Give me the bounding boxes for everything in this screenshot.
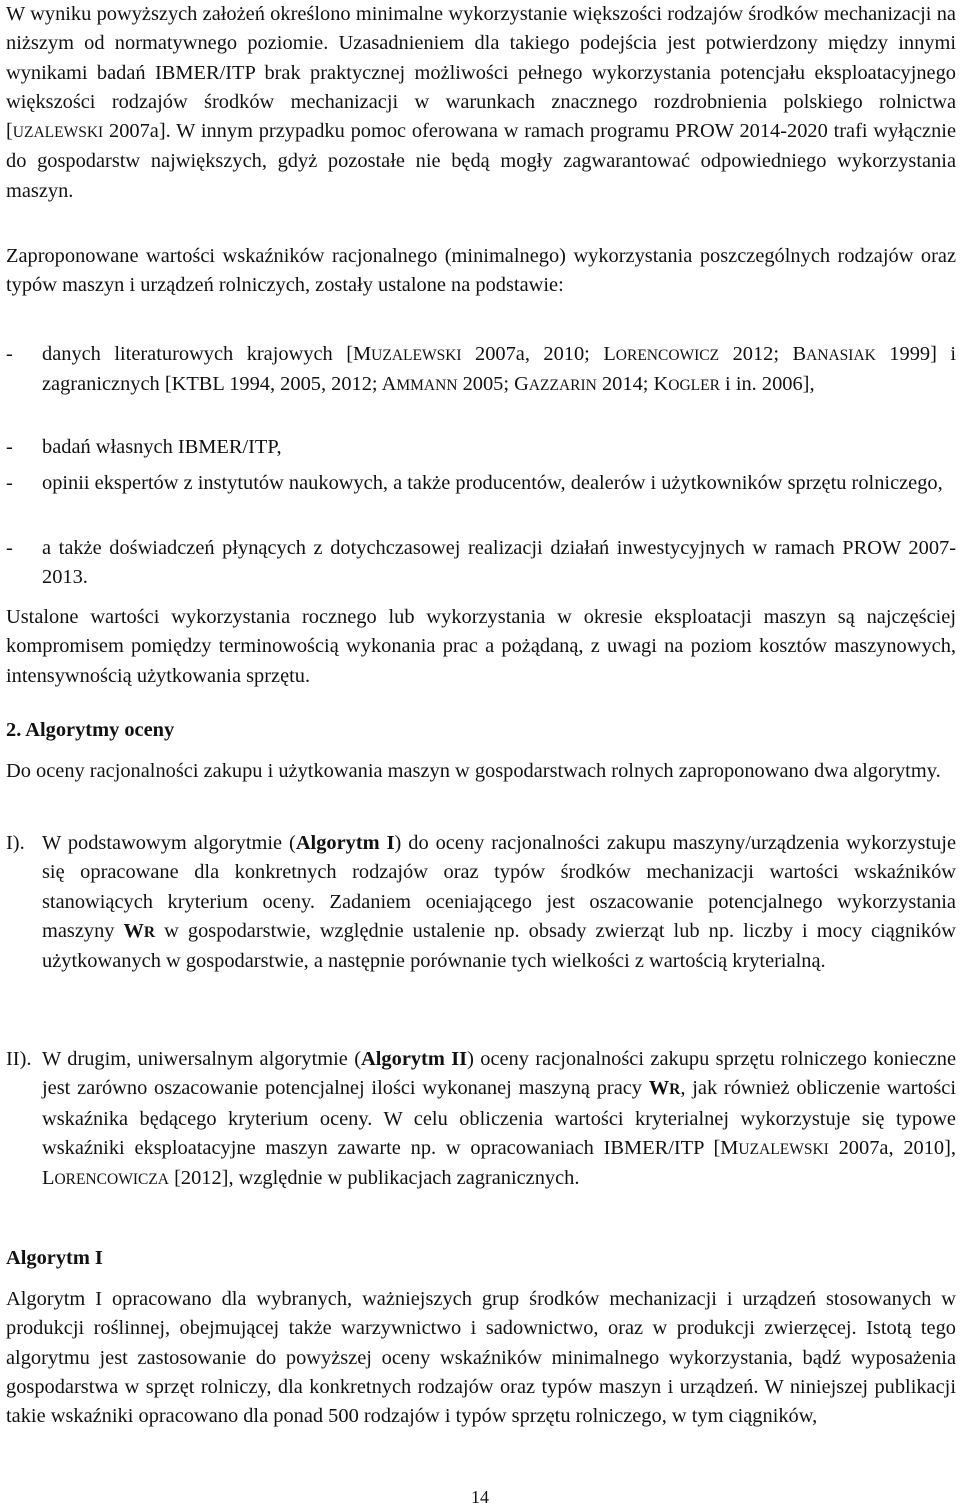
list-dash: - [6, 537, 13, 559]
item-text: ) do oceny racjonalności zakupu maszyny/urządzenia wykorzystuje się opracowane dla konkretnych rodzajów oraz typów środków mechanizacji wartości wskaźników stanowiących kryterium oceny. Zadaniem oceniającego jest oszacowanie potencjalnego wykorzystania maszyny [42, 832, 957, 942]
list-text: 2014; [596, 373, 654, 396]
item-text: 2007a, 2010], [828, 1136, 956, 1159]
list-text: 1999] i zagranicznych [KTBL 1994, 2005, 2012; [42, 343, 956, 396]
list-dash: - [6, 436, 13, 458]
symbol-wr [124, 920, 156, 942]
citation-smallcaps: AZZARIN [528, 377, 597, 395]
symbol-letter: W [123, 919, 144, 942]
citation-initial: B [792, 343, 807, 365]
list-dash: - [6, 472, 13, 494]
list-text: opinii ekspertów z instytutów naukowych, a także producentów, dealerów i użytkowników sprzętu rolniczego, [42, 472, 943, 494]
paragraph-text: W wyniku powyższych założeń określono minimalne wykorzystanie większości rodzajów środków mechanizacji na niższym od normatywnego poziomie. Uzasadnieniem dla takiego podejścia jest potwierdzony między innymi wynikami badań IBMER/ITP brak praktycznej możliwości pełnego wykorzystania potencjału eksploatacyjnego większości rodzajów środków mechanizacji w warunkach znacznego rozdrobnienia polskiego rolnictwa [ [6, 3, 956, 143]
citation-smallcaps: MMANN [396, 377, 458, 395]
citation-smallcaps: ANASIAK [806, 347, 876, 364]
citation-initial: A [381, 373, 397, 396]
item-text: W drugim, uniwersalnym algorytmie ( [42, 1048, 362, 1070]
list-text: danych literaturowych krajowych [ [42, 343, 354, 365]
citation-initial: M [720, 1136, 739, 1159]
algorithm-two-item [6, 1045, 956, 1194]
citation-initial: L [603, 343, 616, 365]
paragraph-algorithm-one: Algorytm I opracowano dla wybranych, ważniejszych grup środków mechanizacji i urządzeń stosowanych w produkcji roślinnej, obejmującej także warzywnictwo i sadownictwo, oraz w produkcji zwierzęcej. Istotą tego algorytmu jest zastosowanie do powyższej oceny wskaźników minimalnego wykorzystania, bądź wyposażenia gospodarstwa w sprzęt rolniczy, dla konkretnych rodzajów oraz typów maszyn i urządzeń. W niniejszej publikacji takie wskaźniki opracowano dla ponad 500 rodzajów i typów sprzętu rolniczego, w tym ciągników, [6, 1288, 956, 1428]
list-item [6, 469, 956, 498]
list-text: 2012; [719, 343, 793, 365]
algorithm-name: Algorytm II [361, 1048, 468, 1070]
list-text: i in. 2006], [719, 373, 815, 396]
citation-initial: L [42, 1167, 55, 1190]
item-marker: I). [6, 832, 25, 854]
item-text: ) oceny racjonalności zakupu sprzętu rolniczego konieczne jest zarówno oszacowanie potencjalnej ilości wykonanej maszyną pracy [42, 1048, 956, 1100]
citation-smallcaps: ORENCOWICZ [615, 347, 720, 364]
citation-smallcaps: UZALEWSKI [738, 1140, 829, 1158]
paragraph-text: 2007a]. W innym przypadku pomoc oferowana w ramach programu PROW 2014-2020 trafi wyłącznie do gospodarstw największych, gdyż pozostałe nie będą mogły zagwarantować odpowiedniego wykorzystania maszyn. [6, 120, 956, 202]
citation-smallcaps: UZALEWSKI [371, 347, 462, 364]
subsection-heading: Algorytm I [6, 1247, 103, 1269]
citation-smallcaps: ORENCOWICZA [54, 1171, 169, 1189]
list-text: 2005; [457, 373, 515, 396]
list-text: badań własnych IBMER/ITP, [42, 436, 282, 458]
paragraph-basis: Zaproponowane wartości wskaźników racjonalnego (minimalnego) wykorzystania poszczególnych rodzajów oraz typów maszyn i urządzeń rolniczych, zostały ustalone na podstawie: [6, 245, 956, 297]
item-marker: II). [6, 1048, 32, 1070]
citation-smallcaps: OGLER [668, 377, 720, 395]
algorithm-name: Algorytm I [295, 832, 395, 854]
citation-initial: K [653, 373, 669, 396]
paragraph-compromise: Ustalone wartości wykorzystania rocznego lub wykorzystania w okresie eksploatacji maszyn są najczęściej kompromisem pomiędzy terminowością wykonania prac a pożądaną, z uwagi na poziom kosztów maszynowych, intensywnością użytkowania sprzętu. [6, 606, 956, 687]
citation-initial: G [514, 373, 529, 396]
citation-smallcaps: UZALEWSKI [12, 124, 104, 142]
item-text: [2012], względnie w publikacjach zagranicznych. [169, 1167, 580, 1190]
citation-initial: M [353, 343, 372, 365]
symbol-wr [649, 1077, 681, 1099]
item-text: w gospodarstwie, względnie ustalenie np. obsady zwierząt lub np. liczby i mocy ciągników użytkowanych w gospodarstwie, a następnie porównanie tych wielkości z wartością kryterialną. [42, 919, 956, 973]
paragraph-algorithms-intro: Do oceny racjonalności zakupu i użytkowania maszyn w gospodarstwach rolnych zaproponowano dwa algorytmy. [6, 760, 941, 782]
paragraph-intro [6, 0, 956, 206]
list-item [6, 433, 956, 462]
algorithm-one-item [6, 829, 956, 976]
symbol-subscript: R [143, 923, 156, 941]
symbol-subscript: R [669, 1081, 681, 1099]
symbol-letter: W [648, 1077, 670, 1100]
list-text: 2007a, 2010; [461, 343, 604, 365]
item-text: , jak również obliczenie wartości wskaźnika będącego kryterium oceny. W celu obliczenia wartości kryterialnej wykorzystuje się typowe wskaźniki eksploatacyjne maszyn zawarte np. w opracowaniach IBMER/ITP [ [42, 1077, 956, 1159]
section-heading: 2. Algorytmy oceny [6, 719, 175, 741]
item-text: W podstawowym algorytmie ( [42, 832, 296, 854]
list-dash: - [6, 343, 13, 365]
list-item [6, 340, 956, 401]
list-text: a także doświadczeń płynących z dotychczasowej realizacji działań inwestycyjnych w ramach PROW 2007-2013. [42, 537, 956, 589]
list-item [6, 534, 956, 593]
page-number: 14 [471, 1487, 489, 1507]
